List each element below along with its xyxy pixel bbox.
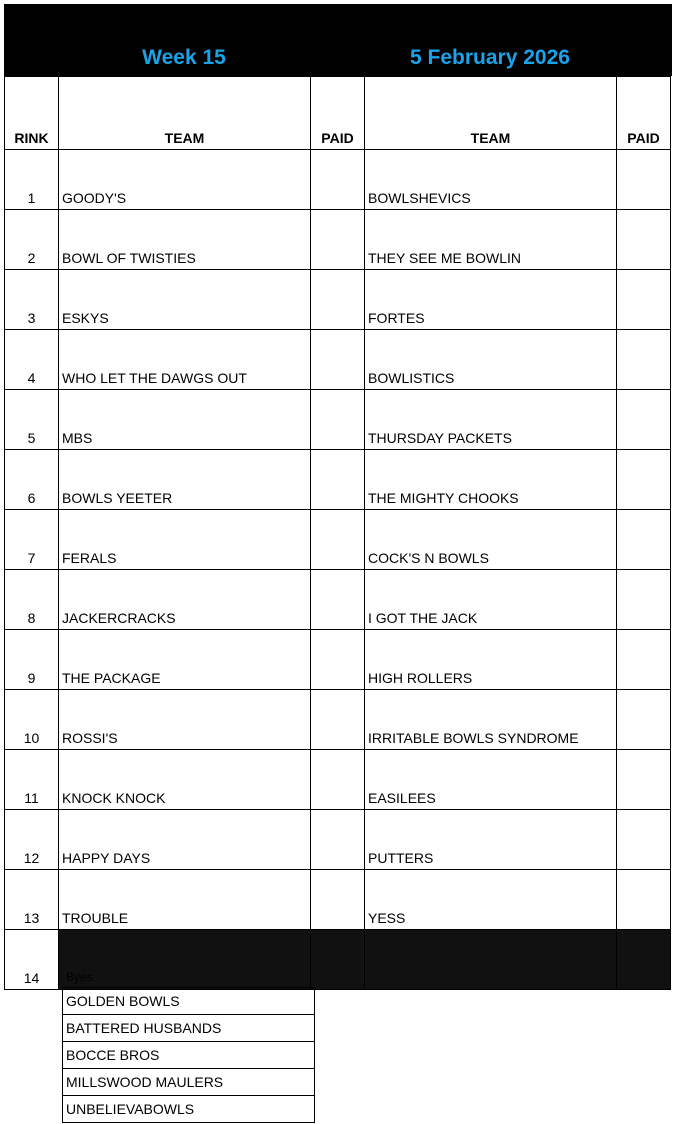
- paid-a-cell: [311, 450, 365, 510]
- table-row: [5, 810, 671, 870]
- team-b-name: [365, 930, 617, 990]
- table-row: [5, 510, 671, 570]
- paid-a-cell: [311, 150, 365, 210]
- week-label: Week 15: [142, 46, 226, 69]
- rink-column-header: RINK: [5, 77, 59, 150]
- rink-number: 11: [5, 750, 59, 810]
- team-b-name: I GOT THE JACK: [365, 570, 617, 630]
- table-row: [5, 390, 671, 450]
- paid-b-column-header: PAID: [617, 77, 671, 150]
- bye-row: [63, 1015, 315, 1042]
- team-b-name: EASILEES: [365, 750, 617, 810]
- bye-row: [63, 1096, 315, 1123]
- table-row: [5, 750, 671, 810]
- rink-number: 9: [5, 630, 59, 690]
- paid-a-cell: [311, 270, 365, 330]
- rink-number: 6: [5, 450, 59, 510]
- byes-label: Byes: [66, 970, 93, 984]
- paid-b-cell: [617, 450, 671, 510]
- paid-a-cell: [311, 810, 365, 870]
- team-a-name: KNOCK KNOCK: [59, 750, 311, 810]
- paid-b-cell: [617, 330, 671, 390]
- rink-rows: [5, 150, 671, 990]
- team-b-name: BOWLSHEVICS: [365, 150, 617, 210]
- paid-a-cell: [311, 210, 365, 270]
- table-row: [5, 570, 671, 630]
- header-band: [4, 4, 672, 76]
- table-row: [5, 330, 671, 390]
- table-row: [5, 630, 671, 690]
- column-header-row: [5, 77, 671, 150]
- paid-b-cell: [617, 510, 671, 570]
- bye-team-name: GOLDEN BOWLS: [63, 988, 315, 1015]
- table-row: [5, 150, 671, 210]
- bye-row: [63, 1069, 315, 1096]
- paid-a-cell: [311, 330, 365, 390]
- team-b-column-header: TEAM: [365, 77, 617, 150]
- team-a-name: BOWL OF TWISTIES: [59, 210, 311, 270]
- team-a-name: JACKERCRACKS: [59, 570, 311, 630]
- team-b-name: THE MIGHTY CHOOKS: [365, 450, 617, 510]
- table-row: [5, 270, 671, 330]
- paid-b-cell: [617, 270, 671, 330]
- table-row: [5, 690, 671, 750]
- bye-team-name: BOCCE BROS: [63, 1042, 315, 1069]
- team-a-name: TROUBLE: [59, 870, 311, 930]
- team-a-name: [59, 930, 311, 990]
- team-a-name: BOWLS YEETER: [59, 450, 311, 510]
- table-row: [5, 210, 671, 270]
- paid-a-column-header: PAID: [311, 77, 365, 150]
- team-b-name: IRRITABLE BOWLS SYNDROME: [365, 690, 617, 750]
- paid-b-cell: [617, 690, 671, 750]
- rink-number: 5: [5, 390, 59, 450]
- team-a-name: THE PACKAGE: [59, 630, 311, 690]
- bye-team-name: MILLSWOOD MAULERS: [63, 1069, 315, 1096]
- paid-b-cell: [617, 630, 671, 690]
- paid-a-cell: [311, 750, 365, 810]
- team-b-name: YESS: [365, 870, 617, 930]
- paid-a-cell: [311, 930, 365, 990]
- paid-b-cell: [617, 810, 671, 870]
- rink-number: 4: [5, 330, 59, 390]
- team-b-name: PUTTERS: [365, 810, 617, 870]
- paid-a-cell: [311, 570, 365, 630]
- table-row: [5, 870, 671, 930]
- table-row: [5, 450, 671, 510]
- paid-b-cell: [617, 210, 671, 270]
- team-a-name: ESKYS: [59, 270, 311, 330]
- byes-table: [62, 987, 315, 1123]
- rink-number: 2: [5, 210, 59, 270]
- paid-a-cell: [311, 390, 365, 450]
- paid-a-cell: [311, 510, 365, 570]
- team-b-name: BOWLISTICS: [365, 330, 617, 390]
- team-b-name: THEY SEE ME BOWLIN: [365, 210, 617, 270]
- team-a-column-header: TEAM: [59, 77, 311, 150]
- rink-number: 7: [5, 510, 59, 570]
- paid-a-cell: [311, 870, 365, 930]
- paid-b-cell: [617, 150, 671, 210]
- rink-number: 13: [5, 870, 59, 930]
- date-label: 5 February 2026: [410, 46, 570, 69]
- rink-number: 12: [5, 810, 59, 870]
- paid-b-cell: [617, 570, 671, 630]
- rink-number: 8: [5, 570, 59, 630]
- bye-team-name: BATTERED HUSBANDS: [63, 1015, 315, 1042]
- paid-b-cell: [617, 870, 671, 930]
- paid-b-cell: [617, 750, 671, 810]
- rink-number: 1: [5, 150, 59, 210]
- team-a-name: HAPPY DAYS: [59, 810, 311, 870]
- paid-b-cell: [617, 390, 671, 450]
- team-b-name: HIGH ROLLERS: [365, 630, 617, 690]
- rink-number: 3: [5, 270, 59, 330]
- paid-a-cell: [311, 690, 365, 750]
- team-b-name: FORTES: [365, 270, 617, 330]
- team-a-name: ROSSI'S: [59, 690, 311, 750]
- table-row: [5, 930, 671, 990]
- paid-a-cell: [311, 630, 365, 690]
- team-a-name: WHO LET THE DAWGS OUT: [59, 330, 311, 390]
- team-b-name: COCK'S N BOWLS: [365, 510, 617, 570]
- rink-schedule-table: [4, 76, 671, 990]
- team-a-name: GOODY'S: [59, 150, 311, 210]
- bye-row: [63, 1042, 315, 1069]
- bye-row: [63, 988, 315, 1015]
- byes-rows: [63, 988, 315, 1123]
- team-a-name: FERALS: [59, 510, 311, 570]
- bye-team-name: UNBELIEVABOWLS: [63, 1096, 315, 1123]
- rink-number: 10: [5, 690, 59, 750]
- team-a-name: MBS: [59, 390, 311, 450]
- team-b-name: THURSDAY PACKETS: [365, 390, 617, 450]
- rink-number: 14: [5, 930, 59, 990]
- paid-b-cell: [617, 930, 671, 990]
